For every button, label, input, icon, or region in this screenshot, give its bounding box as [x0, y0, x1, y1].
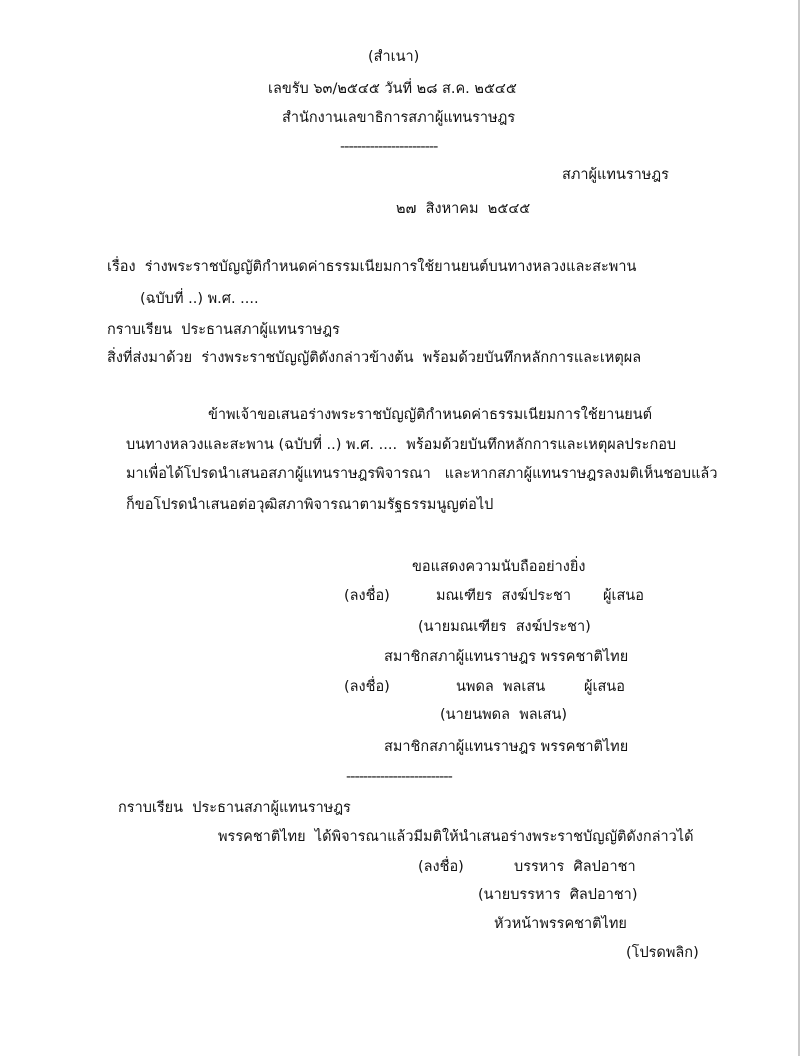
closing-line: ขอแสดงความนับถืออย่างยิ่ง [412, 559, 586, 575]
position-2: สมาชิกสภาผู้แทนราษฎร พรรคชาติไทย [384, 739, 629, 755]
sign-label-1: (ลงชื่อ) [344, 588, 390, 604]
endorsement-sign-label: (ลงชื่อ) [418, 859, 464, 875]
turn-over-note: (โปรดพลิก) [626, 945, 699, 961]
endorsement-signed-name: บรรหาร ศิลปอาชา [514, 859, 636, 875]
addressee-org: สภาผู้แทนราษฎร [562, 167, 669, 183]
subject-line-1: เรื่อง ร่างพระราชบัญญัติกำหนดค่าธรรมเนียมการใช้ยานยนต์บนทางหลวงและสะพาน [107, 259, 637, 275]
body-line-3: มาเพื่อได้โปรดนำเสนอสภาผู้แทนราษฎรพิจารณา และหากสภาผู้แทนราษฎรลงมติเห็นชอบแล้ว [126, 466, 718, 482]
body-line-4: ก็ขอโปรดนำเสนอต่อวุฒิสภาพิจารณาตามรัฐธรรมนูญต่อไป [126, 497, 494, 513]
signed-name-2: นพดล พลเสน [456, 679, 546, 695]
endorsement-divider: ------------------------- [346, 769, 452, 785]
sign-label-2: (ลงชื่อ) [344, 679, 390, 695]
role-label-2: ผู้เสนอ [584, 679, 625, 695]
endorsement-full-name: (นายบรรหาร ศิลปอาชา) [478, 887, 638, 903]
office-name: สำนักงานเลขาธิการสภาผู้แทนราษฎร [282, 110, 516, 126]
full-name-2: (นายนพดล พลเสน) [440, 707, 568, 723]
signed-name-1: มณเฑียร สงฆ์ประชา [436, 588, 571, 604]
position-1: สมาชิกสภาผู้แทนราษฎร พรรคชาติไทย [384, 649, 629, 665]
header-divider: ----------------------- [340, 139, 438, 155]
role-label-1: ผู้เสนอ [603, 588, 644, 604]
copy-label: (สำเนา) [368, 49, 420, 65]
body-line-2: บนทางหลวงและสะพาน (ฉบับที่ ..) พ.ศ. .... พร้อมด้วยบันทึกหลักการและเหตุผลประกอบ [126, 437, 677, 453]
salutation: กราบเรียน ประธานสภาผู้แทนราษฎร [107, 322, 340, 338]
endorsement-statement: พรรคชาติไทย ได้พิจารณาแล้วมีมติให้นำเสนอร่างพระราชบัญญัติดังกล่าวได้ [218, 829, 694, 845]
subject-line-2: (ฉบับที่ ..) พ.ศ. .... [140, 291, 259, 307]
endorsement-salutation: กราบเรียน ประธานสภาผู้แทนราษฎร [118, 800, 351, 816]
endorsement-position: หัวหน้าพรรคชาติไทย [494, 916, 627, 932]
full-name-1: (นายมณเฑียร สงฆ์ประชา) [418, 619, 591, 635]
receipt-number: เลขรับ ๖๓/๒๕๔๕ วันที่ ๒๘ ส.ค. ๒๕๔๕ [268, 81, 517, 97]
letter-date: ๒๗ สิงหาคม ๒๕๔๕ [396, 201, 531, 217]
body-line-1: ข้าพเจ้าขอเสนอร่างพระราชบัญญัติกำหนดค่าธรรมเนียมการใช้ยานยนต์ [208, 407, 653, 423]
enclosure-line: สิ่งที่ส่งมาด้วย ร่างพระราชบัญญัติดังกล่าวข้างต้น พร้อมด้วยบันทึกหลักการและเหตุผล [107, 350, 642, 366]
